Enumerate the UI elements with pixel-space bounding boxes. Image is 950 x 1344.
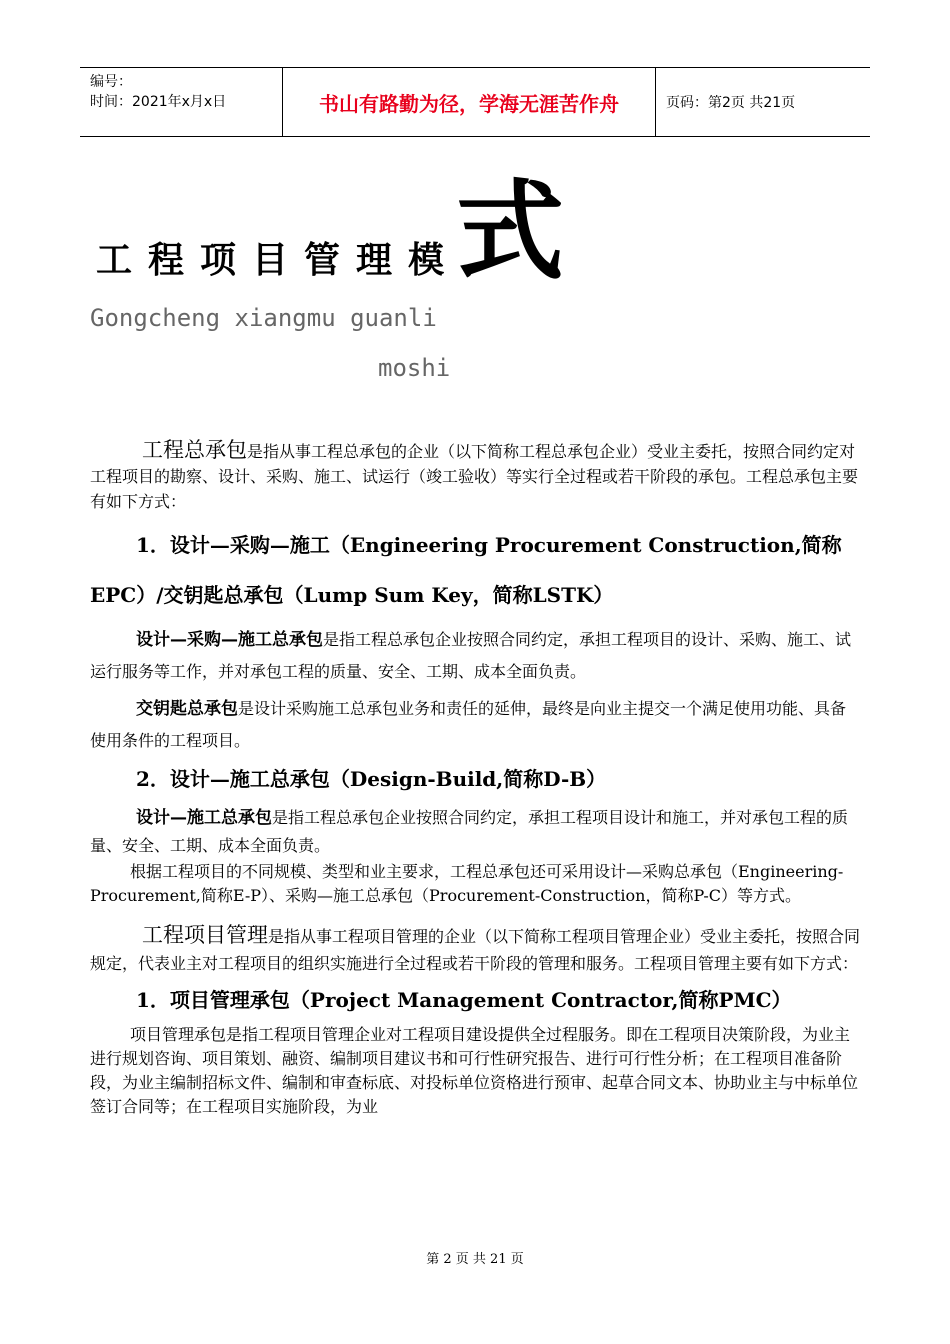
header-page-info: 页码：第2页 共21页 xyxy=(666,95,796,111)
term-project-management: 工程项目管理 xyxy=(142,923,268,947)
heading-epc-line1: 1．设计—采购—施工（Engineering Procurement Construction,简称 xyxy=(136,533,842,557)
title-big-char: 式 xyxy=(456,169,565,295)
paragraph-1 xyxy=(90,438,860,514)
title-pinyin-line1: Gongcheng xiangmu guanli xyxy=(90,304,437,332)
document-body xyxy=(90,438,860,1119)
paragraph-3 xyxy=(90,693,860,756)
paragraph-text: 是设计采购施工总承包业务和责任的延伸，最终是向业主提交一个满足使用功能、具备使用条件的工程项目。 xyxy=(90,699,847,750)
paragraph-7: 项目管理承包是指工程项目管理企业对工程项目建设提供全过程服务。即在工程项目决策阶段，为业主进行规划咨询、项目策划、融资、编制项目建议书和可行性研究报告、进行可行性分析；在工程项目准备阶段，为业主编制招标文件、编制和审查标底、对投标单位资格进行预审、起草合同文本、协助业主与中标单位签订合同等；在工程项目实施阶段，为业 xyxy=(90,1025,859,1116)
title-pinyin-line2: moshi xyxy=(378,354,451,382)
heading-pmc: 1．项目管理承包（Project Management Contractor,简称PMC） xyxy=(136,988,792,1012)
term-epc: 设计—采购—施工总承包 xyxy=(136,630,323,650)
page-footer: 第 2 页 共 21 页 xyxy=(426,1252,524,1267)
time-label: 时间：2021年x月x日 xyxy=(90,94,227,110)
heading-design-build: 2．设计—施工总承包（Design-Build,简称D-B） xyxy=(136,767,607,791)
paragraph-4 xyxy=(90,804,860,860)
paragraph-text: 是指从事工程项目管理的企业（以下简称工程项目管理企业）受业主委托，按照合同规定，代表业主对工程项目的组织实施进行全过程或若干阶段的管理和服务。工程项目管理主要有如下方式： xyxy=(90,927,861,973)
heading-epc-line2: EPC）/交钥匙总承包（Lump Sum Key，简称LSTK） xyxy=(90,583,614,607)
title-main: 工程项目管理模 xyxy=(96,240,461,281)
term-epc-general: 工程总承包 xyxy=(142,438,247,462)
paragraph-text: 是指从事工程总承包的企业（以下简称工程总承包企业）受业主委托，按照合同约定对工程项目的勘察、设计、采购、施工、试运行（竣工验收）等实行全过程或若干阶段的承包。工程总承包主要有如下方式： xyxy=(90,442,859,511)
paragraph-5: 根据工程项目的不同规模、类型和业主要求，工程总承包还可采用设计—采购总承包（Engineering-Procurement,简称E-P）、采购—施工总承包（Procurement-Construction，简称P-C）等方式。 xyxy=(90,862,844,905)
document-title xyxy=(96,169,656,302)
page-header xyxy=(80,67,870,137)
paragraph-text: 是指工程总承包企业按照合同约定，承担工程项目的设计、采购、施工、试运行服务等工作，并对承包工程的质量、安全、工期、成本全面负责。 xyxy=(90,630,852,681)
header-meta xyxy=(80,68,282,136)
paragraph-6 xyxy=(90,922,860,977)
header-motto: 书山有路勤为径，学海无涯苦作舟 xyxy=(282,68,656,136)
term-turnkey: 交钥匙总承包 xyxy=(136,699,238,719)
number-label: 编号： xyxy=(90,74,132,90)
paragraph-2 xyxy=(90,624,860,687)
term-design-build: 设计—施工总承包 xyxy=(136,808,272,828)
paragraph-text: 是指工程总承包企业按照合同约定，承担工程项目设计和施工，并对承包工程的质量、安全、工期、成本全面负责。 xyxy=(90,808,849,855)
